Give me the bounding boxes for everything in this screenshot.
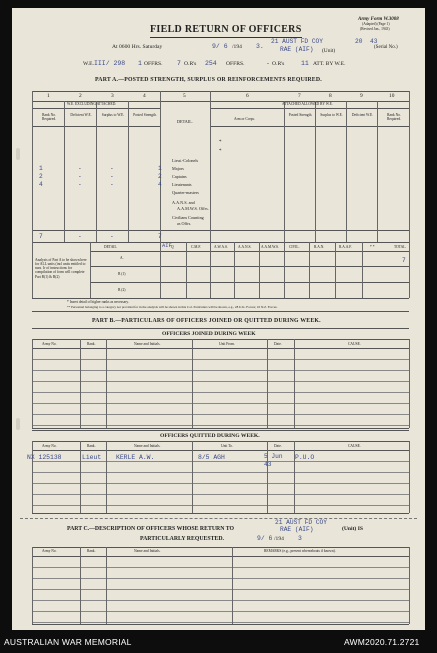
table-col-line [409, 441, 410, 513]
table-row-line [32, 381, 409, 382]
quitted-col-rank: Rank. [87, 444, 96, 448]
quitted-rank: Lieut [82, 454, 102, 461]
colnum-1: 1 [47, 93, 50, 99]
an-v3 [210, 242, 211, 298]
right-col-4: Deficient W.E. [351, 113, 374, 117]
punch-hole-2 [16, 418, 20, 430]
colnum-2: 2 [79, 93, 82, 99]
posted-majors: 1 [158, 165, 162, 172]
an-col-civil: CIVIL. [289, 245, 300, 249]
def-captains: - [78, 173, 82, 180]
pa-v10 [409, 91, 410, 242]
rank-lieutenants: Lieutenants [172, 182, 192, 187]
table-col-line [409, 339, 410, 428]
an-bottom-line [32, 298, 409, 299]
total-sur: - [110, 233, 114, 240]
an-col-total: TOTAL. [394, 245, 407, 249]
pa-v9 [377, 101, 378, 242]
table-row-line [32, 622, 409, 623]
table-col-line [80, 339, 81, 428]
detail-header: DETAIL. [177, 119, 193, 124]
part-c-divider [20, 518, 417, 519]
total-posted: 7 [158, 233, 162, 240]
table-row-line [32, 359, 409, 360]
an-v9 [362, 242, 363, 298]
pc-top-line [32, 547, 409, 548]
an-row-b1: B (1) [118, 272, 126, 276]
part-a-title: PART A.—POSTED STRENGTH, SURPLUS OR REINFORCEMENTS REQUIRED. [95, 77, 322, 83]
footnote-2: ** Personnel belonging to a category not provided for in the analysis will be shown in this Col. Particulars will be shown, e.g., 28 U.K. Forces; 10 N.Z. Forces. [67, 305, 278, 309]
pc-col-rank: Rank. [87, 549, 96, 553]
colnum-10: 10 [389, 93, 395, 99]
part-b-title: PART B.—PARTICULARS OF OFFICERS JOINED OR QUITTED DURING WEEK. [92, 318, 321, 324]
def-lieutenants: - [78, 181, 82, 188]
table-row-line [32, 483, 409, 484]
an-col-q: Q [171, 245, 174, 249]
table-col-line [80, 441, 81, 513]
table-row-line [32, 567, 409, 568]
quitted-title-line [32, 441, 409, 442]
total-def: - [78, 233, 82, 240]
quitted-top-line [32, 430, 409, 431]
unit-label: (Unit) [322, 48, 336, 54]
joined-col-date: Date. [274, 342, 282, 346]
part-c-year-typed: 3 [298, 535, 302, 542]
an-v-right [409, 242, 410, 298]
left-col-3: Surplus to W.E. [101, 113, 125, 117]
pa-v2 [96, 101, 97, 242]
quitted-col-cause: CAUSE. [348, 444, 361, 448]
asterisk-1: * [219, 140, 222, 145]
colnum-5: 5 [183, 93, 186, 99]
year-typed: 3. [256, 43, 264, 50]
table-col-line [106, 441, 107, 513]
quitted-col-date: Date. [274, 444, 282, 448]
unit-typed-2: RAE (AIF) [280, 46, 314, 53]
quitted-unit: 8/5 AGH [198, 454, 225, 461]
analysis-note: Analysis of Part A to be shown here for ALL units (incl units entitled to nurs. Ir of instructions for compilation of form will complete Part B(1) & B(2) [35, 258, 87, 279]
table-bottom-line [32, 513, 409, 514]
total-req: 7 [39, 233, 43, 240]
table-col-line [32, 441, 33, 513]
posted-captains: 2 [158, 173, 162, 180]
an-v1 [160, 242, 161, 298]
table-row-line [32, 392, 409, 393]
pa-v5 [210, 91, 211, 242]
colnum-3: 3 [111, 93, 114, 99]
colnum-8: 8 [329, 93, 332, 99]
an-v2 [186, 242, 187, 298]
quitted-header-line [32, 450, 409, 451]
rank-as-offrs: as Offrs. [177, 221, 192, 226]
part-c-year-text: /194 [274, 536, 284, 542]
right-col-1: Arm or Corps. [234, 117, 255, 121]
att-typed: 11 [301, 60, 309, 67]
colnum-4: 4 [143, 93, 146, 99]
table-bottom-line [32, 624, 409, 625]
att-allowed-header: ATTACHED ALLOWED BY W.E. [282, 102, 333, 106]
we-typed: III/ 298 [94, 60, 126, 67]
offrs-label: OFFRS. [144, 61, 163, 67]
joined-col-rank: Rank. [87, 342, 96, 346]
table-col-line [267, 441, 268, 513]
req-captains: 2 [39, 173, 43, 180]
form-id-line3: (Revised Jan., 1943) [360, 27, 390, 31]
table-col-line [80, 547, 81, 624]
part-c-title-b: PARTICULARLY REQUESTED. [140, 536, 224, 542]
an-total-a: 7 [402, 257, 406, 264]
pc-col-name: Name and Initials. [134, 549, 161, 553]
pa-v3 [128, 101, 129, 242]
serial-typed: 20 [355, 38, 363, 45]
quitted-col-name: Name and Initials. [134, 444, 161, 448]
table-col-line [32, 547, 33, 624]
rank-captains: Captains [172, 174, 187, 179]
an-row-b2: B (2) [118, 288, 126, 292]
sur-majors: - [110, 165, 114, 172]
or2-label: O.R's [272, 61, 285, 67]
joined-col-name: Name and Initials. [134, 342, 161, 346]
rank-majors: Majors [172, 166, 184, 171]
rank-lt-colonels: Lieut.-Colonels [172, 158, 199, 163]
time-text: At 0600 Hrs. Saturday [112, 44, 163, 50]
pa-right-header-line [210, 126, 409, 127]
quitted-cause: P.U.O [295, 454, 315, 461]
att-label: ATT. BY W.E. [313, 61, 346, 67]
table-row-line [32, 472, 409, 473]
right-col-2: Posted Strength. [288, 113, 313, 117]
unit-typed: 21 AUST FD COY [271, 38, 323, 45]
table-row-line [32, 505, 409, 506]
part-c-title-a: PART C.—DESCRIPTION OF OFFICERS WHOSE RETURN TO [67, 526, 235, 532]
serial-typed-2: 43 [370, 38, 378, 45]
quitted-col-army-no: Army No. [42, 444, 57, 448]
def-majors: - [78, 165, 82, 172]
footer-right: AWM2020.71.2721 [344, 637, 420, 647]
part-c-unit-typed-2: RAE (AIF) [280, 526, 314, 533]
punch-hole-1 [16, 148, 20, 160]
joined-header-line [32, 348, 409, 349]
right-col-3: Surplus to W.E. [320, 113, 343, 117]
year-text: /194 [232, 44, 242, 50]
table-col-line [409, 547, 410, 624]
pc-col-army-no: Army No. [42, 549, 57, 553]
quitted-date: 5 Jun [264, 453, 283, 460]
an-col-aans: A.A.N.S. [238, 245, 252, 249]
table-col-line [192, 441, 193, 513]
pc-header-line [32, 556, 409, 557]
or-typed: 7 [177, 60, 181, 67]
colnum-7: 7 [298, 93, 301, 99]
table-row-line [32, 611, 409, 612]
table-row-line [32, 425, 409, 426]
pa-v6 [284, 101, 285, 242]
an-v7 [309, 242, 310, 298]
table-row-line [32, 403, 409, 404]
quitted-date-2: 43 [264, 461, 272, 468]
quitted-title: OFFICERS QUITTED DURING WEEK. [160, 433, 260, 439]
part-c-unit-typed: 21 AUST FD COY [275, 519, 327, 526]
table-col-line [106, 339, 107, 428]
an-col-aamws: A.A.M.W.S. [261, 245, 279, 249]
pa-v1 [64, 101, 65, 242]
table-col-line [267, 339, 268, 428]
table-row-line [32, 414, 409, 415]
table-col-line [232, 547, 233, 624]
joined-col-army-no: Army No. [42, 342, 57, 346]
pa-total-bottom [32, 242, 409, 243]
table-row-line [32, 370, 409, 371]
posted-lieutenants: 4 [158, 181, 162, 188]
table-col-line [192, 339, 193, 428]
quitted-name: KERLE A.W. [116, 454, 155, 461]
table-col-line [294, 339, 295, 428]
joined-title: OFFICERS JOINED DURING WEEK [162, 331, 256, 337]
pa-v7 [315, 101, 316, 242]
pa-v8 [346, 101, 347, 242]
part-c-date-typed: 9/ 6 [257, 535, 273, 542]
table-row-line [32, 578, 409, 579]
table-row-line [32, 589, 409, 590]
an-row-a: A. [120, 256, 124, 260]
an-v6 [284, 242, 285, 298]
colnum-6: 6 [246, 93, 249, 99]
asterisk-2: * [219, 149, 222, 154]
an-v5 [259, 242, 260, 298]
we-label: W.E. [83, 61, 94, 67]
pc-col-remarks: REMARKS (e.g., present whereabouts if known). [264, 549, 336, 553]
offrs-typed: 1 [138, 60, 142, 67]
or2-typed: - [266, 60, 270, 67]
table-bottom-line [32, 428, 409, 429]
an-col-ran: R.A.N. [314, 245, 325, 249]
form-id-line2: (Adapted) (Page 1) [362, 22, 390, 26]
footer-left: AUSTRALIAN WAR MEMORIAL [4, 637, 132, 647]
offrs2-label: OFFRS. [226, 61, 245, 67]
quitted-army-no: NX 125138 [27, 454, 62, 461]
an-col-other: * * [370, 245, 375, 249]
quitted-col-unit: Unit To. [221, 444, 233, 448]
form-title: FIELD RETURN OF OFFICERS [150, 24, 302, 35]
req-majors: 1 [39, 165, 43, 172]
table-row-line [32, 494, 409, 495]
left-col-1: Rank No. Required. [41, 113, 57, 121]
an-col-cmf: C.M.F. [191, 245, 201, 249]
table-col-line [106, 547, 107, 624]
rank-quartermasters: Quarter-masters [172, 190, 199, 195]
joined-col-cause: CAUSE. [348, 342, 361, 346]
date-typed: 9/ 6 [212, 43, 228, 50]
pb-top-line [32, 311, 409, 312]
joined-col-unit: Unit From. [219, 342, 235, 346]
an-v4 [234, 242, 235, 298]
sur-captains: - [110, 173, 114, 180]
an-typed-aif: AIF [162, 243, 172, 249]
table-col-line [294, 441, 295, 513]
rank-civilians: Civilians Counting [172, 215, 204, 220]
an-v0 [90, 242, 91, 298]
part-c-unit-label: (Unit) IS [342, 526, 363, 532]
table-col-line [32, 339, 33, 428]
joined-title-line [32, 339, 409, 340]
pa-right-sub-line [210, 108, 409, 109]
we-excl-header: W.E. EXCLUDING ATTACHED. [67, 102, 117, 106]
table-row-line [32, 600, 409, 601]
right-col-5: Rank No. Required. [386, 113, 402, 121]
or-label: O.R's [184, 61, 197, 67]
pa-v0 [32, 91, 33, 242]
an-v8 [335, 242, 336, 298]
an-v-left [32, 242, 33, 298]
form-sheet [12, 8, 425, 630]
pa-rows-bottom [32, 230, 409, 231]
an-col-detail: DETAIL [104, 245, 117, 249]
form-id-line1: Army Form W.3008 [358, 17, 399, 22]
offrs2-typed: 254 [205, 60, 217, 67]
an-col-awas: A.W.A.S. [214, 245, 228, 249]
rank-aans: A.A.N.S. and [172, 200, 195, 205]
req-lieutenants: 4 [39, 181, 43, 188]
left-col-2: Deficient W.E. [70, 113, 92, 117]
pa-top-line [32, 91, 409, 92]
rank-aamws: A.A.M.W.S. Offrs. [177, 206, 209, 211]
left-col-4: Posted Strength. [133, 113, 157, 117]
serial-label: (Serial No.) [374, 45, 398, 50]
sur-lieutenants: - [110, 181, 114, 188]
footnote-1: * Insert detail of higher ranks as necessary. [67, 300, 129, 304]
colnum-9: 9 [360, 93, 363, 99]
an-col-raaf: R.A.A.F. [339, 245, 352, 249]
pb-title-line [32, 328, 409, 329]
